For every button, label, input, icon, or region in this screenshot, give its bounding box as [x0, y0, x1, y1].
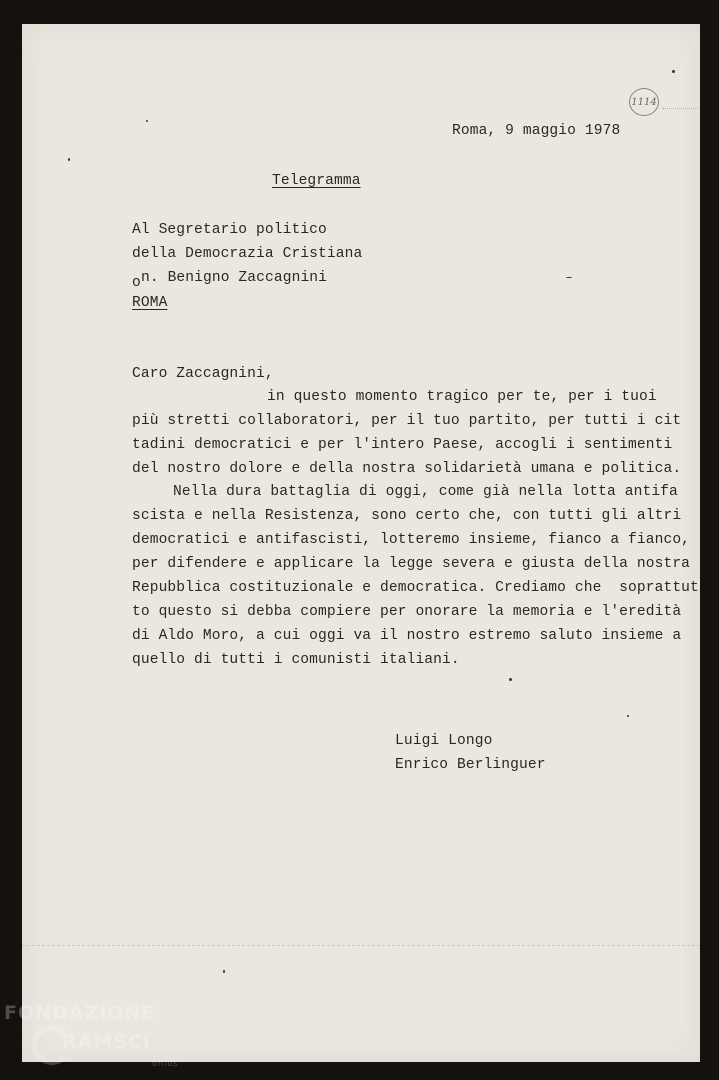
body-line: di Aldo Moro, a cui oggi va il nostro estremo saluto insieme a	[132, 628, 682, 644]
recipient-line-2: della Democrazia Cristiana	[132, 246, 363, 262]
ink-speck	[627, 715, 629, 717]
signature-name: Luigi Longo	[395, 733, 493, 749]
recipient-city: ROMA	[132, 295, 168, 311]
archive-dotted-line	[662, 108, 698, 109]
body-line: democratici e antifascisti, lotteremo insieme, fianco a fianco,	[132, 532, 691, 548]
body-line: quello di tutti i comunisti italiani.	[132, 652, 460, 668]
body-line: in questo momento tragico per te, per i tuoi	[267, 389, 657, 405]
salutation: Caro Zaccagnini,	[132, 366, 274, 382]
fold-line	[22, 945, 700, 946]
letter-date: Roma, 9 maggio 1978	[452, 123, 621, 139]
ink-speck	[68, 158, 70, 161]
ink-speck	[223, 970, 225, 973]
body-line: per difendere e applicare la legge severa e giusta della nostra	[132, 556, 691, 572]
watermark-line-3: onlus	[152, 1059, 179, 1068]
ink-speck	[509, 678, 512, 681]
ink-speck	[146, 120, 148, 122]
recipient-line-3: n. Benigno Zaccagnini	[141, 270, 328, 286]
body-line: più stretti collaboratori, per il tuo partito, per tutti i cit	[132, 413, 682, 429]
body-line: Nella dura battaglia di oggi, come già nella lotta antifa	[173, 484, 678, 500]
ink-speck	[566, 277, 572, 278]
letter-heading: Telegramma	[272, 173, 361, 189]
watermark-line-1: FONDAZIONE	[4, 1002, 156, 1024]
ink-speck	[672, 70, 675, 73]
watermark-line-2: RAMSCI	[62, 1031, 151, 1053]
archive-number-stamp: 1114	[629, 88, 659, 116]
body-line: tadini democratici e per l'intero Paese, accogli i sentimenti	[132, 437, 673, 453]
fondazione-gramsci-watermark	[4, 1001, 184, 1079]
body-line: scista e nella Resistenza, sono certo che, con tutti gli altri	[132, 508, 682, 524]
signature-name: Enrico Berlinguer	[395, 757, 546, 773]
recipient-line-3-prefix: o	[132, 275, 141, 291]
recipient-line-1: Al Segretario politico	[132, 222, 327, 238]
body-line: Repubblica costituzionale e democratica. Crediamo che soprattut	[132, 580, 699, 596]
body-line: del nostro dolore e della nostra solidarietà umana e politica.	[132, 461, 682, 477]
body-line: to questo si debba compiere per onorare la memoria e l'eredità	[132, 604, 682, 620]
